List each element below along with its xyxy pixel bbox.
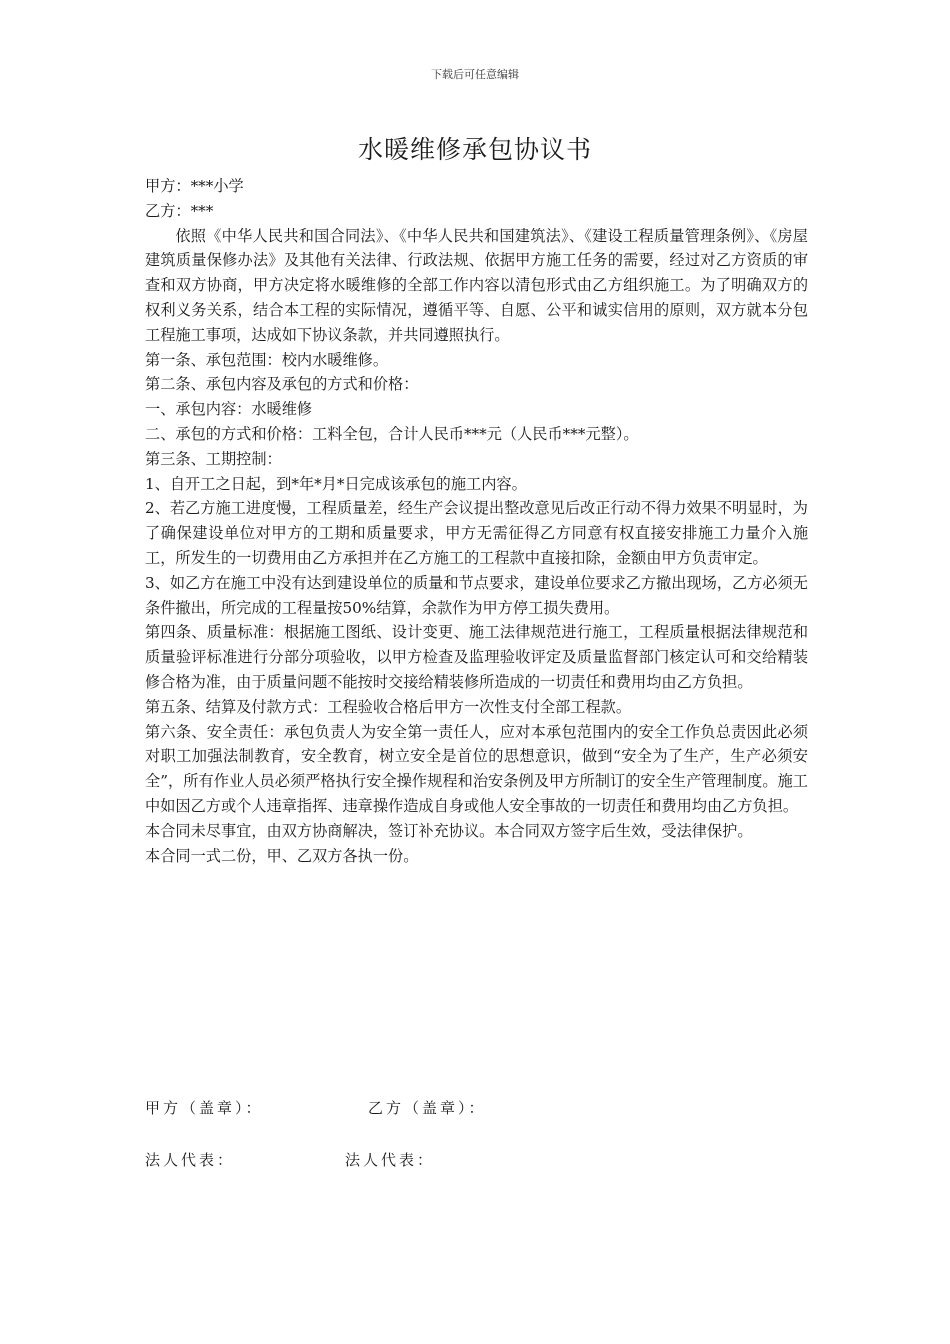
party-b-seal-label: 乙方（盖章）： bbox=[368, 1099, 487, 1117]
clause-safety: 第六条、安全责任：承包负责人为安全第一责任人，应对本承包范围内的安全工作负总责因此必须对职工加强法制教育，安全教育，树立安全是首位的思想意识，做到“安全为了生产，生产必须安全”，所有作业人员必须严格执行安全操作规程和治安条例及甲方所制订的安全生产管理制度。施工中如因乙方或个人违章指挥、违章操作造成自身或他人安全事故的一切责任和费用均由乙方负担。 bbox=[145, 722, 808, 815]
party-a-rep-label: 法人代表： bbox=[145, 1151, 236, 1169]
party-b-rep-label: 法人代表： bbox=[345, 1151, 436, 1169]
clause-scope: 第一条、承包范围：校内水暖维修。 bbox=[145, 350, 388, 369]
closing-line-1: 本合同未尽事宜，由双方协商解决，签订补充协议。本合同双方签字后生效，受法律保护。 bbox=[145, 821, 753, 840]
clause-payment: 第五条、结算及付款方式：工程验收合格后甲方一次性支付全部工程款。 bbox=[145, 697, 631, 716]
party-a-line: 甲方：***小学 bbox=[145, 177, 244, 195]
clause-schedule-item-1: 1、自开工之日起，到*年*月*日完成该承包的施工内容。 bbox=[145, 474, 527, 493]
document-body bbox=[145, 174, 808, 868]
clause-quality: 第四条、质量标准：根据施工图纸、设计变更、施工法律规范进行施工，工程质量根据法律规范和质量验评标准进行分部分项验收，以甲方检查及监理验收评定及质量监督部门核定认可和交给精装修合格为准，由于质量问题不能按时交接给精装修所造成的一切责任和费用均由乙方负担。 bbox=[145, 623, 808, 691]
clause-content-item: 一、承包内容：水暖维修 bbox=[145, 400, 313, 419]
document-title: 水暖维修承包协议书 bbox=[357, 135, 592, 164]
clause-schedule-item-3: 3、如乙方在施工中没有达到建设单位的质量和节点要求，建设单位要求乙方撤出现场，乙方必须无条件撤出，所完成的工程量按50%结算，余款作为甲方停工损失费用。 bbox=[145, 573, 808, 617]
party-b-line: 乙方：*** bbox=[145, 201, 214, 220]
closing-line-2: 本合同一式二份，甲、乙双方各执一份。 bbox=[145, 846, 419, 865]
preamble-paragraph: 依照《中华人民共和国合同法》、《中华人民共和国建筑法》、《建设工程质量管理条例》、《房屋建筑质量保修办法》及其他有关法律、行政法规、依据甲方施工任务的需要，经过对乙方资质的审查和双方协商，甲方决定将水暖维修的全部工作内容以清包形式由乙方组织施工。为了明确双方的权利义务关系，结合本工程的实际情况，遵循平等、自愿、公平和诚实信用的原则，双方就本分包工程施工事项，达成如下协议条款，并共同遵照执行。 bbox=[145, 226, 808, 344]
clause-schedule-item-2: 2、若乙方施工进度慢，工程质量差，经生产会议提出整改意见后改正行动不得力效果不明显时，为了确保建设单位对甲方的工期和质量要求，甲方无需征得乙方同意有权直接安排施工力量介入施工，所发生的一切费用由乙方承担并在乙方施工的工程款中直接扣除，金额由甲方负责审定。 bbox=[145, 499, 808, 567]
clause-schedule-heading: 第三条、工期控制： bbox=[145, 449, 282, 468]
clause-content-heading: 第二条、承包内容及承包的方式和价格： bbox=[145, 375, 419, 394]
clause-price-item: 二、承包的方式和价格：工料全包，合计人民币***元（人民币***元整）。 bbox=[145, 424, 639, 443]
party-a-seal-label: 甲方（盖章）： bbox=[145, 1099, 264, 1117]
header-note: 下载后可任意编辑 bbox=[431, 68, 519, 81]
